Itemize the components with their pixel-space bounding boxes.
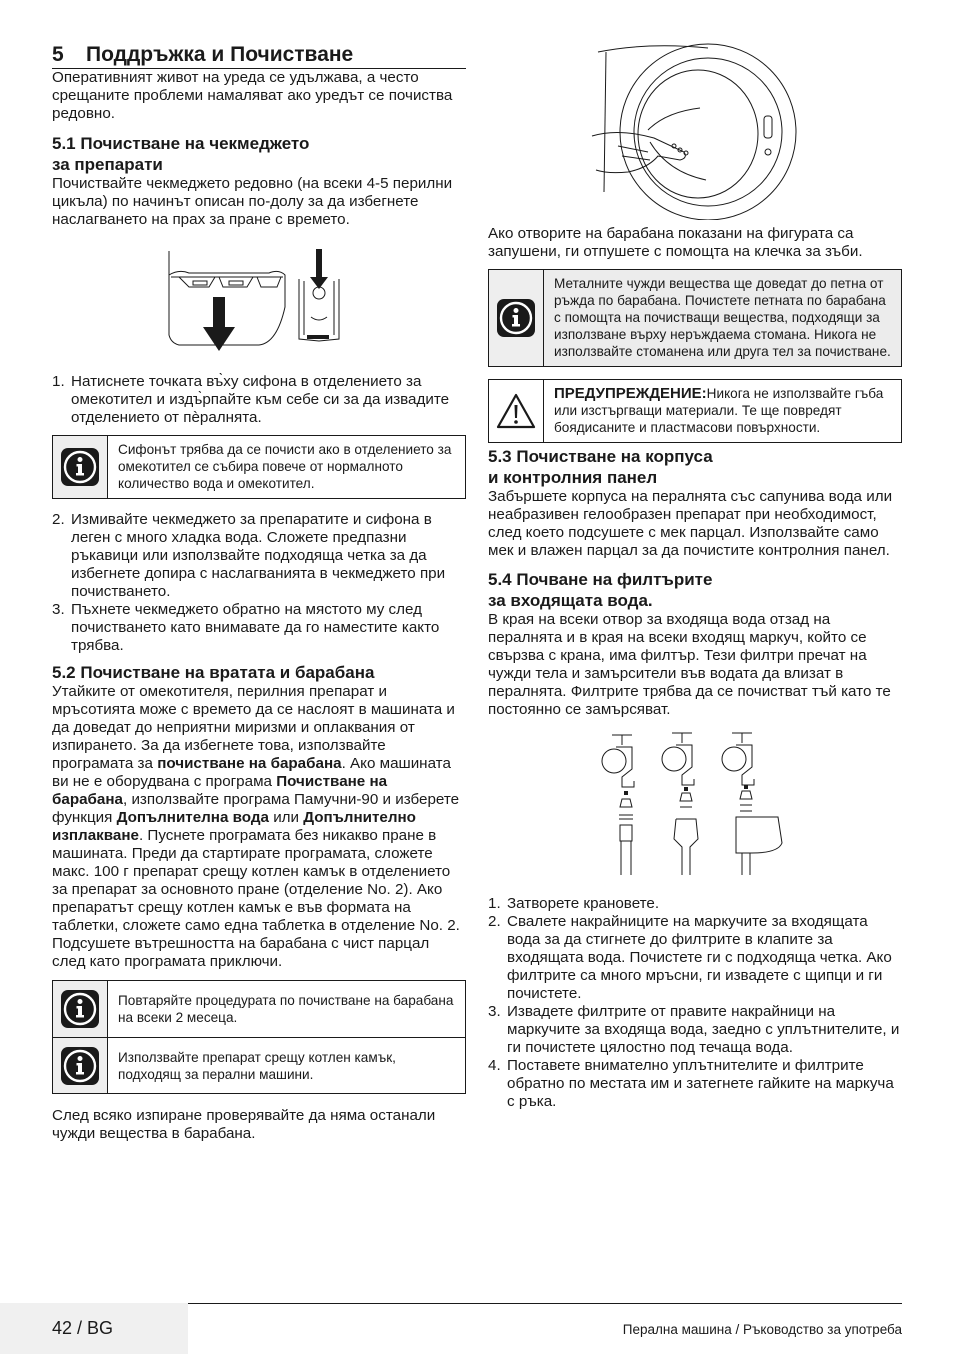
info-icon <box>53 981 108 1037</box>
info-note-siphon: Сифонът трябва да се почисти ако в отделението за омекотител се събира повече от нормалното количество вода и омекотител. <box>52 435 466 499</box>
warning-icon <box>489 380 544 442</box>
s51-body: Почиствайте чекмеджето редовно (на всеки 4-5 перилни цикъла) по начинът описан по-долу за да избегнете наслагването на прах за пране с времето. <box>52 175 453 228</box>
page-footer <box>0 1303 954 1354</box>
heading-5-2: 5.2 Почистване на вратата и барабана <box>52 663 375 682</box>
s52-body: Утайките от омекотителя, перилния препарат и мръсотията може с времето да се наслоят в машината и да доведат до неприятни миризми и оплаквания от изпирането. За да избегнете това, използвайте програмата за почистване на барабана. Ако машината ви не е оборудвана с програма Почистване на барабана, използвайте програма Памучни-90 и изберете функция Допълнителна вода или Допълнително изплакване. Пуснете програмата без никакво пране в машината. Преди да стартирате програмата, сложете макс. 100 г препарат срещу котлен камък в отделението за препарат за основното пране (отделение No. 2). Ако препаратът срещу котлен камък е във формата на таблетки, сложете само една таблетка в отделение No. 2. Подсушете вътрешността на барабана с чист парцал след като програмата приключи. <box>52 683 460 970</box>
list-item: 2. Свалете накрайниците на маркучите за входящата вода за да стигнете до филтрите в клапите за входящата вода. Почистете ги с подходяща четка. Ако филтрите са много мръсни, ги извадете с щипци и ги почистете. <box>488 913 892 1002</box>
s53-body: Забършете корпуса на пералнята със сапунива вода или неабразивен гелообразен препарат при необходимост, след което подсушете с мек парцал. Използвайте само мек и влажен парцал за да почистите контролния панел. <box>488 488 893 559</box>
list-item: 2. Измивайте чекмеджето за препаратите и сифона в леген с много хладка вода. Сложете предпазни ръкавици или използвайте подходяща четка за да избегнете допира с наслагванията в чекмеджето при почистването. <box>52 511 446 600</box>
list-item: 3. Пъхнете чекмеджето обратно на мястото му след почистването като внимавате да го наместите както трябва. <box>52 601 440 654</box>
s54-body: В края на всеки отвор за входяща вода отзад на пералнята и в края на всеки входящ маркуч, който се свързва с крана, има филтър. Тези филтри пречат на чужди тела и замърсители във водата да влизат в пералнята. Филтрите трябва да се почистват тъй като те постоянно се замърсяват. <box>488 611 891 718</box>
heading-5-1: 5.1 Почистване на чекмеджето за препарати <box>52 134 310 174</box>
left-column <box>52 42 466 1143</box>
right-column <box>488 42 902 1111</box>
door-text: Ако отворите на барабана показани на фигурата са запушени, ги отпушете с помощта на клечка за зъби. <box>488 225 863 260</box>
s54-steps <box>488 895 902 1111</box>
warning-note: ПРЕДУПРЕЖДЕНИЕ:Никога не използвайте гъба или изстъргващи материали. Те ще повредят боядисаните и пластмасови повърхности. <box>488 379 902 443</box>
info-notes-drum <box>52 980 466 1094</box>
info-note-repeat: Повтаряйте процедурата по почистване на барабана на всеки 2 месеца. <box>53 981 465 1037</box>
info-note-metal: Металните чужди вещества ще доведат до петна от ръжда по барабана. Почистете петната по барабана с помощта на почистващи вещества, подходящи за използване върху неръждаема стомана. Никога не използвайте стоманена или друга тел за почистване. <box>488 269 902 367</box>
list-item: 1. Натиснете точката въ̀ху сифона в отделението за омекотител и издъ̀рпайте към себе си за да извадите отделението от пѐралнята. <box>52 373 450 426</box>
inlet-filters-figure <box>592 725 792 881</box>
detergent-drawer-figure <box>149 247 369 359</box>
heading-5-4: 5.4 Почване на филтърите за входящата вода. <box>488 570 713 610</box>
info-note-descaler: Използвайте препарат срещу котлен камък, подходящ за перални машини. <box>53 1037 465 1093</box>
s52-after: След всяко изпиране проверявайте да няма останали чужди вещества в барабана. <box>52 1107 436 1142</box>
list-item: 1. Затворете крановете. <box>488 895 660 912</box>
footer-title: Перална машина / Ръководство за употреба <box>622 1322 902 1337</box>
info-icon <box>489 270 544 366</box>
heading-5-3: 5.3 Почистване на корпуса и контролния панел <box>488 447 713 487</box>
section-title: 5 Поддръжка и Почистване <box>52 42 466 69</box>
section-intro: Оперативният живот на уреда се удължава, а често срещаните проблеми намаляват ако уредът се почиства редовно. <box>52 69 453 122</box>
list-item: 4. Поставете внимателно уплътнителите и филтрите обратно по местата им и затегнете гайките на маркуча с ръка. <box>488 1057 894 1110</box>
info-icon <box>53 436 108 498</box>
s51-steps-b <box>52 511 466 655</box>
footer-rule <box>188 1303 902 1304</box>
list-item: 3. Извадете филтрите от правите накрайници на маркучите за входяща вода, заедно с уплътнителите, и ги почистете цялостно под течаща вода. <box>488 1003 900 1056</box>
s51-steps-a <box>52 373 466 427</box>
drum-door-figure <box>588 42 798 220</box>
info-icon <box>53 1038 108 1093</box>
page-number: 42 / BG <box>0 1303 188 1354</box>
